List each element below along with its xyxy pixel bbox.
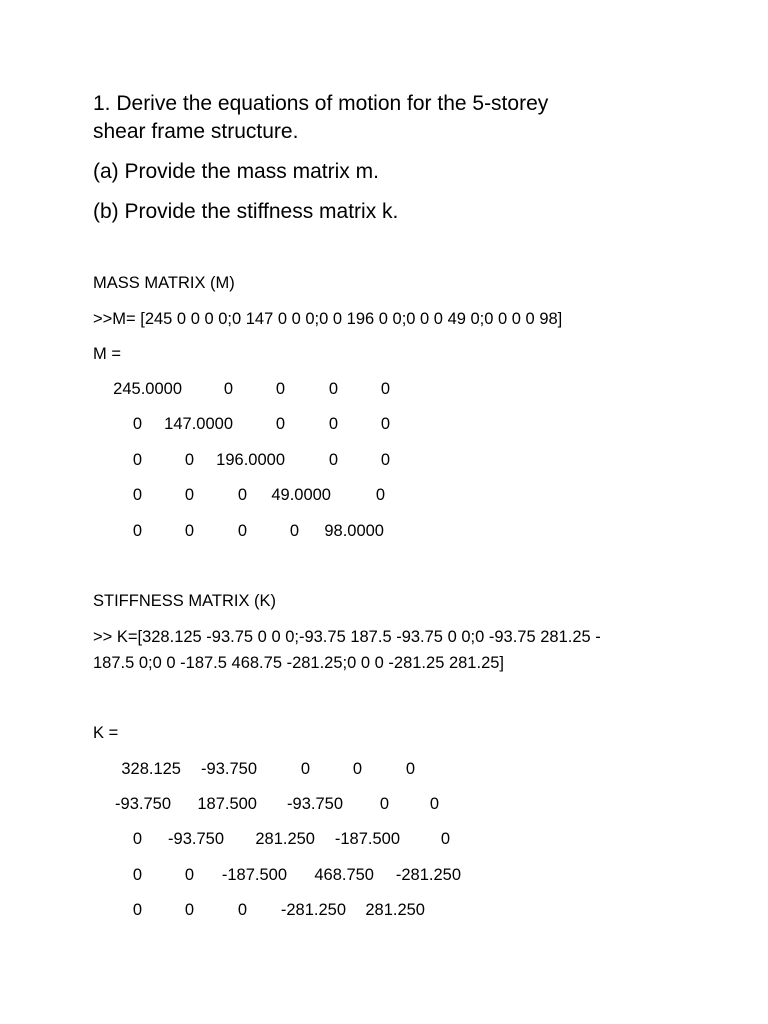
stiffness-matrix-command-line-1: >> K=[328.125 -93.75 0 0 0;-93.75 187.5 -93.75 0 0;0 -93.75 281.25 - — [93, 628, 601, 646]
stiffness-matrix-row — [0, 828, 768, 850]
matrix-cell: 0 — [275, 415, 285, 433]
stiffness-matrix-command-line-2: 187.5 0;0 0 -187.5 468.75 -281.25;0 0 0 -281.25 281.25] — [93, 654, 505, 672]
question-part-a: (a) Provide the mass matrix m. — [93, 160, 379, 183]
matrix-cell: 0 — [328, 415, 338, 433]
matrix-cell: 468.750 — [314, 866, 374, 884]
matrix-cell: -93.750 — [115, 795, 171, 813]
mass-matrix-command: >>M= [245 0 0 0 0;0 147 0 0 0;0 0 196 0 0;0 0 0 49 0;0 0 0 0 98] — [93, 310, 563, 328]
stiffness-matrix-title: STIFFNESS MATRIX (K) — [93, 592, 277, 610]
matrix-cell: 0 — [275, 380, 285, 398]
matrix-cell: 0 — [184, 866, 194, 884]
matrix-cell: 0 — [352, 760, 362, 778]
matrix-cell: 0 — [184, 522, 194, 540]
stiffness-matrix-row — [0, 864, 768, 886]
mass-matrix-row — [0, 413, 768, 435]
matrix-cell: 0 — [237, 901, 247, 919]
matrix-cell: 245.0000 — [113, 380, 182, 398]
matrix-cell: 0 — [132, 901, 142, 919]
matrix-cell: 0 — [223, 380, 233, 398]
stiffness-matrix-label: K = — [93, 724, 119, 742]
question-part-b: (b) Provide the stiffness matrix k. — [93, 200, 399, 223]
matrix-cell: 0 — [429, 795, 439, 813]
matrix-cell: 281.250 — [255, 830, 315, 848]
matrix-cell: 0 — [132, 866, 142, 884]
matrix-cell: 0 — [237, 522, 247, 540]
matrix-cell: 0 — [380, 451, 390, 469]
matrix-cell: 147.0000 — [164, 415, 233, 433]
matrix-cell: 0 — [300, 760, 310, 778]
matrix-cell: 0 — [289, 522, 299, 540]
mass-matrix-label: M = — [93, 345, 121, 363]
matrix-cell: 328.125 — [121, 760, 181, 778]
matrix-cell: 281.250 — [365, 901, 425, 919]
matrix-cell: 0 — [328, 451, 338, 469]
question-line-2: shear frame structure. — [93, 120, 299, 143]
matrix-cell: 196.0000 — [216, 451, 285, 469]
mass-matrix-row — [0, 449, 768, 471]
matrix-cell: 0 — [132, 486, 142, 504]
mass-matrix-row — [0, 520, 768, 542]
matrix-cell: 0 — [184, 901, 194, 919]
matrix-cell: 187.500 — [197, 795, 257, 813]
matrix-cell: 0 — [132, 451, 142, 469]
matrix-cell: -281.250 — [280, 901, 346, 919]
matrix-cell: 0 — [440, 830, 450, 848]
matrix-cell: 0 — [132, 522, 142, 540]
mass-matrix-title: MASS MATRIX (M) — [93, 274, 235, 292]
stiffness-matrix-row — [0, 899, 768, 921]
matrix-cell: 0 — [132, 830, 142, 848]
matrix-cell: 0 — [405, 760, 415, 778]
matrix-cell: 0 — [375, 486, 385, 504]
matrix-cell: -93.750 — [287, 795, 343, 813]
matrix-cell: 0 — [328, 380, 338, 398]
matrix-cell: 98.0000 — [324, 522, 384, 540]
matrix-cell: 49.0000 — [271, 486, 331, 504]
mass-matrix-row — [0, 484, 768, 506]
matrix-cell: 0 — [380, 380, 390, 398]
matrix-cell: 0 — [379, 795, 389, 813]
stiffness-matrix-row — [0, 758, 768, 780]
matrix-cell: -281.250 — [395, 866, 461, 884]
matrix-cell: -187.500 — [221, 866, 287, 884]
matrix-cell: 0 — [237, 486, 247, 504]
stiffness-matrix-row — [0, 793, 768, 815]
mass-matrix-row — [0, 378, 768, 400]
matrix-cell: -93.750 — [201, 760, 257, 778]
matrix-cell: -93.750 — [168, 830, 224, 848]
matrix-cell: 0 — [380, 415, 390, 433]
matrix-cell: -187.500 — [334, 830, 400, 848]
matrix-cell: 0 — [184, 451, 194, 469]
matrix-cell: 0 — [184, 486, 194, 504]
question-line-1: 1. Derive the equations of motion for the 5-storey — [93, 92, 549, 115]
matrix-cell: 0 — [132, 415, 142, 433]
